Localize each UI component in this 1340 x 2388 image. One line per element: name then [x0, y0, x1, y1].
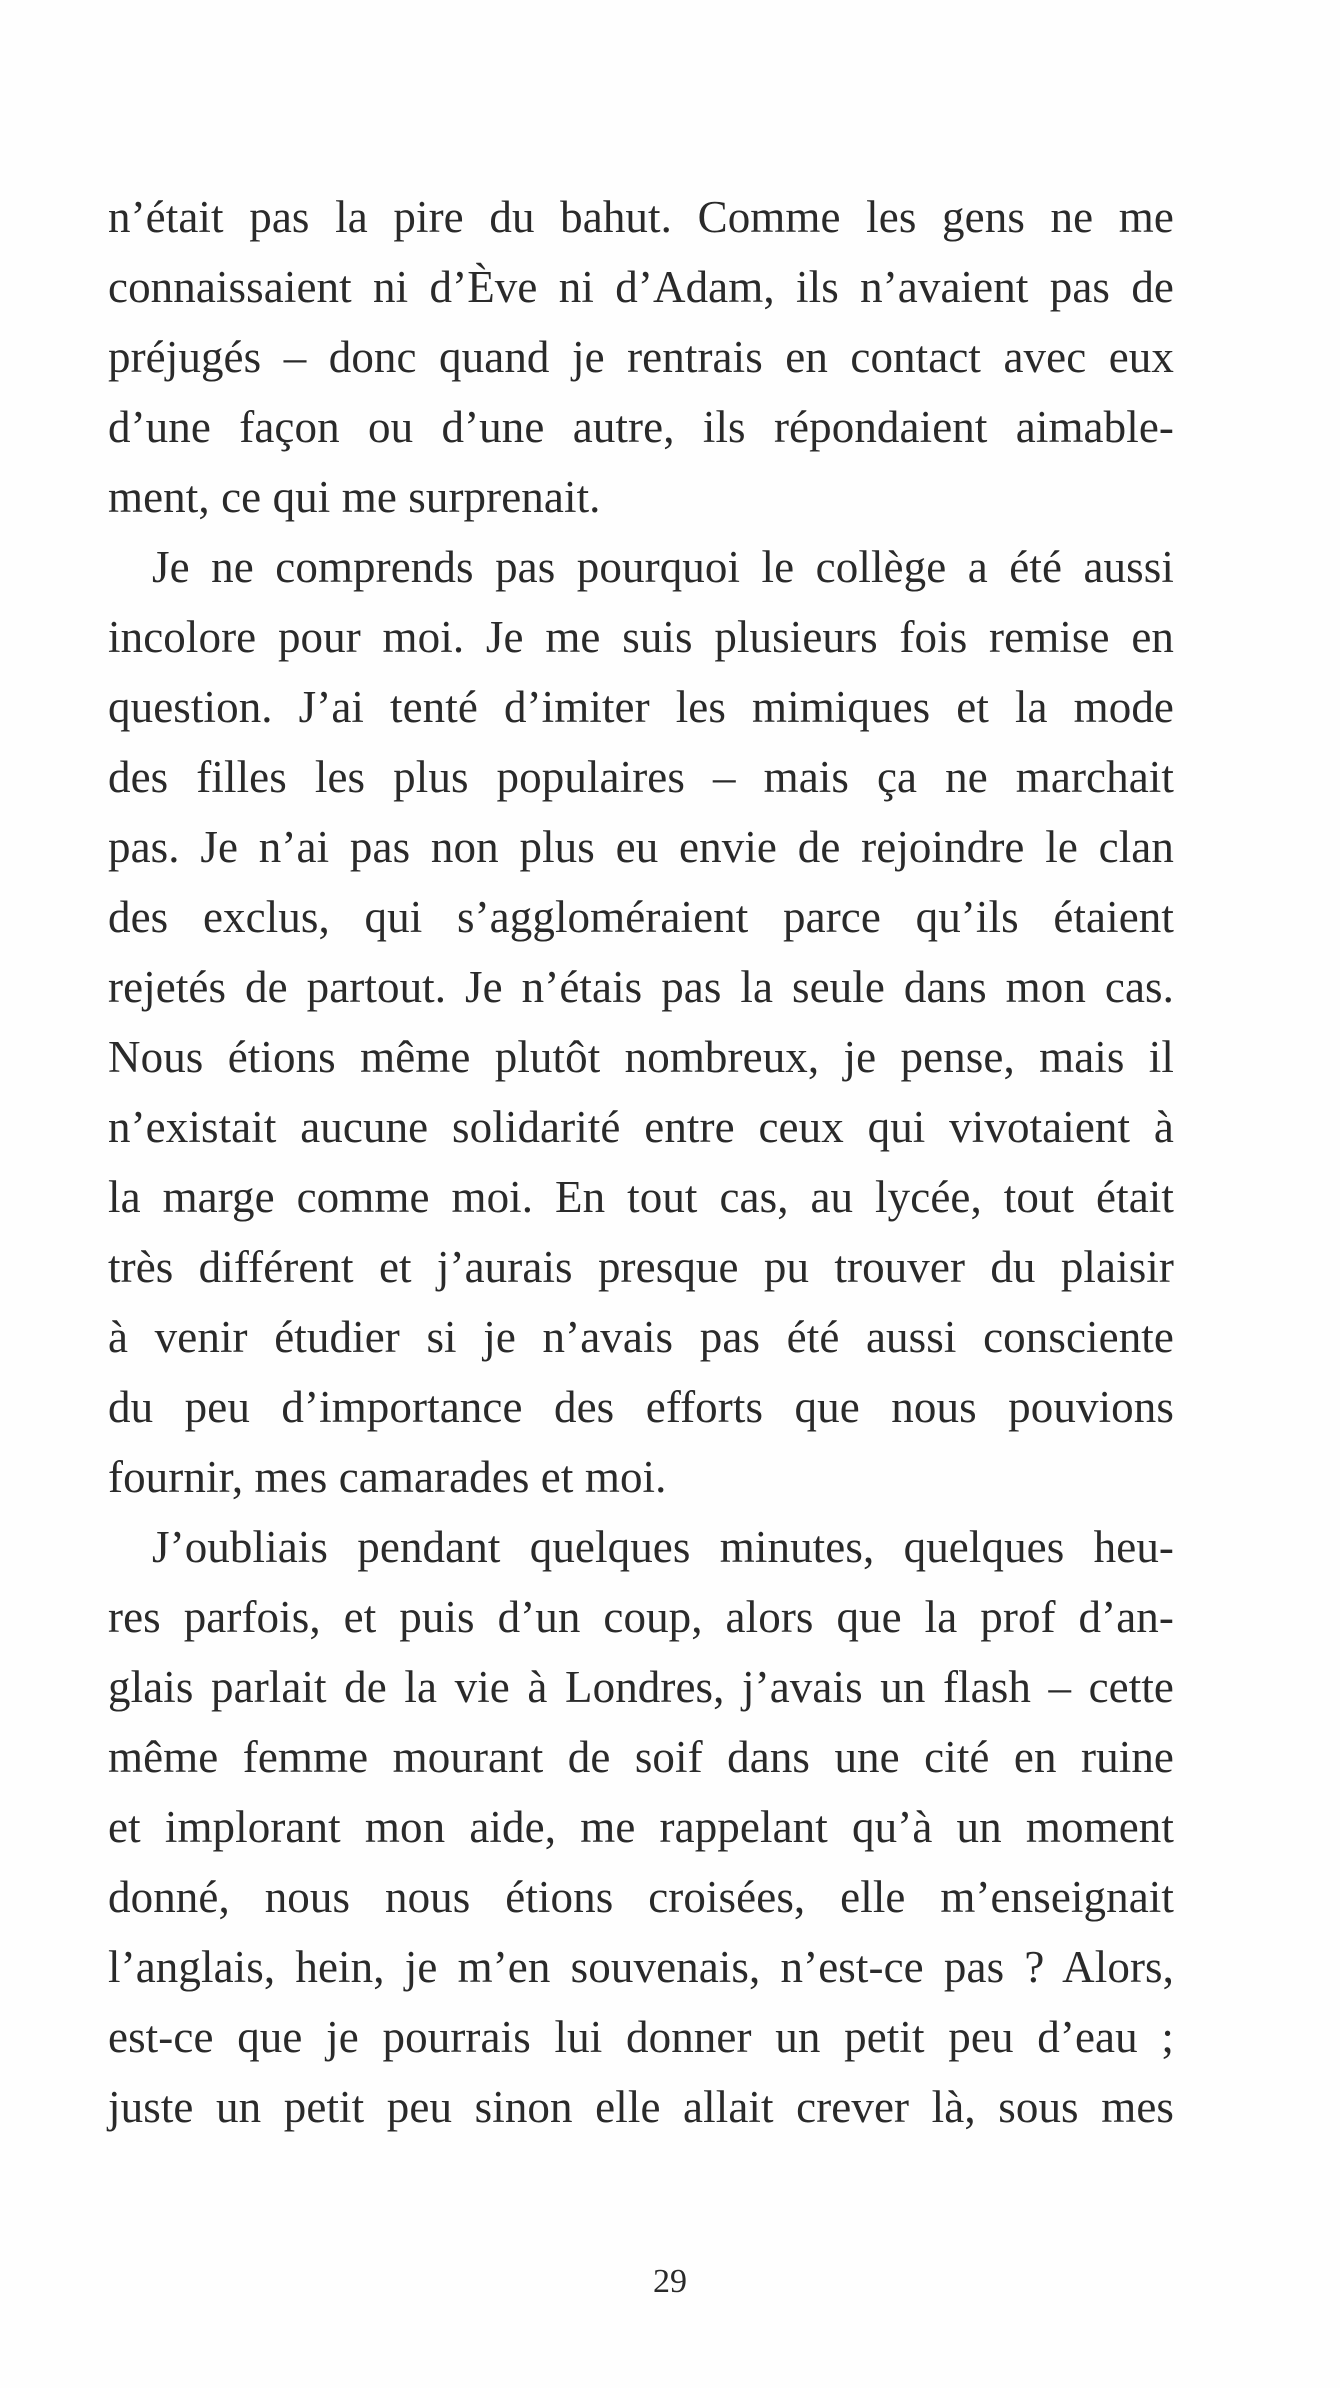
text-line: d’une façon ou d’une autre, ils répondaient aimable- — [108, 402, 1174, 452]
text-line: juste un petit peu sinon elle allait crever là, sous mes — [108, 2082, 1174, 2132]
text-line: l’anglais, hein, je m’en souvenais, n’est-ce pas ? Alors, — [108, 1942, 1174, 1992]
text-line: et implorant mon aide, me rappelant qu’à un moment — [108, 1802, 1174, 1852]
text-line: la marge comme moi. En tout cas, au lycée, tout était — [108, 1172, 1174, 1222]
text-line: du peu d’importance des efforts que nous pouvions — [108, 1382, 1174, 1432]
text-line: rejetés de partout. Je n’étais pas la seule dans mon cas. — [108, 962, 1174, 1012]
text-line: préjugés – donc quand je rentrais en contact avec eux — [108, 332, 1174, 382]
text-line: à venir étudier si je n’avais pas été aussi consciente — [108, 1312, 1174, 1362]
text-line: res parfois, et puis d’un coup, alors que la prof d’an- — [108, 1592, 1174, 1642]
page-number: 29 — [653, 2263, 687, 2300]
text-line: question. J’ai tenté d’imiter les mimiques et la mode — [108, 682, 1174, 732]
text-line: très différent et j’aurais presque pu trouver du plaisir — [108, 1242, 1174, 1292]
text-line: Je ne comprends pas pourquoi le collège a été aussi — [152, 542, 1174, 592]
text-line: donné, nous nous étions croisées, elle m’enseignait — [108, 1872, 1174, 1922]
text-line: des exclus, qui s’aggloméraient parce qu’ils étaient — [108, 892, 1174, 942]
text-line: n’était pas la pire du bahut. Comme les gens ne me — [108, 192, 1174, 242]
text-line: ment, ce qui me surprenait. — [108, 472, 601, 522]
text-line: glais parlait de la vie à Londres, j’avais un flash – cette — [108, 1662, 1174, 1712]
text-line: des filles les plus populaires – mais ça ne marchait — [108, 752, 1174, 802]
text-line: connaissaient ni d’Ève ni d’Adam, ils n’avaient pas de — [108, 262, 1174, 312]
text-line: même femme mourant de soif dans une cité en ruine — [108, 1732, 1174, 1782]
text-line: Nous étions même plutôt nombreux, je pense, mais il — [108, 1032, 1174, 1082]
text-line: fournir, mes camarades et moi. — [108, 1452, 667, 1502]
text-line: n’existait aucune solidarité entre ceux qui vivotaient à — [108, 1102, 1174, 1152]
text-line: pas. Je n’ai pas non plus eu envie de rejoindre le clan — [108, 822, 1174, 872]
text-line: incolore pour moi. Je me suis plusieurs fois remise en — [108, 612, 1174, 662]
text-line: est-ce que je pourrais lui donner un petit peu d’eau ; — [108, 2012, 1174, 2062]
text-line: J’oubliais pendant quelques minutes, quelques heu- — [152, 1522, 1174, 1572]
